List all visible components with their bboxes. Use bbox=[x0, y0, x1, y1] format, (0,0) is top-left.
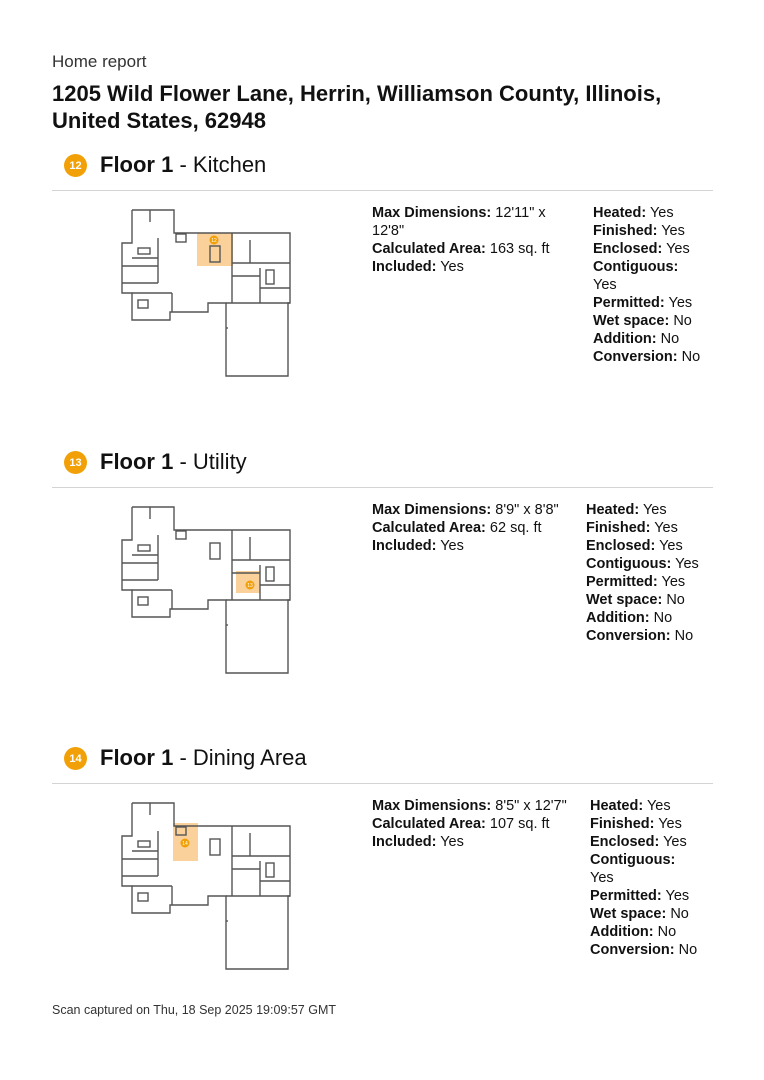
floor-label: Floor 1 bbox=[100, 152, 174, 177]
room-section-kitchen bbox=[52, 150, 713, 365]
attr-heated: Heated: Yes bbox=[590, 798, 671, 814]
report-header bbox=[52, 52, 732, 134]
room-measurements bbox=[372, 797, 568, 851]
attr-permitted: Permitted: Yes bbox=[586, 574, 686, 590]
floor-label: Floor 1 bbox=[100, 449, 174, 474]
room-section-utility bbox=[52, 447, 713, 644]
floor-label: Floor 1 bbox=[100, 745, 174, 770]
title-separator: - bbox=[173, 449, 193, 474]
room-name: Dining Area bbox=[192, 745, 307, 770]
attr-permitted: Permitted: Yes bbox=[590, 888, 690, 904]
scan-timestamp: Scan captured on Thu, 18 Sep 2025 19:09:57 GMT bbox=[52, 1003, 336, 1017]
room-attributes bbox=[590, 797, 702, 959]
room-measurements bbox=[372, 204, 568, 276]
room-measurements bbox=[372, 501, 568, 555]
section-heading bbox=[52, 150, 713, 186]
section-heading bbox=[52, 743, 713, 779]
attr-wet-space: Wet space: No bbox=[590, 906, 689, 922]
attr-contiguous: Contiguous: Yes bbox=[593, 259, 679, 293]
floor-plan-thumbnail bbox=[120, 208, 294, 378]
section-title bbox=[100, 449, 247, 475]
room-attributes bbox=[593, 204, 705, 366]
section-divider bbox=[52, 487, 713, 488]
floor-plan-thumbnail bbox=[120, 801, 294, 971]
section-divider bbox=[52, 783, 713, 784]
section-title bbox=[100, 745, 307, 771]
attr-conversion: Conversion: No bbox=[586, 628, 694, 644]
calculated-area: Calculated Area: 163 sq. ft bbox=[372, 241, 550, 257]
attr-contiguous: Contiguous: Yes bbox=[590, 852, 676, 886]
calculated-area: Calculated Area: 107 sq. ft bbox=[372, 816, 550, 832]
property-address: 1205 Wild Flower Lane, Herrin, Williamson County, Illinois, United States, 62948 bbox=[52, 81, 662, 133]
attr-heated: Heated: Yes bbox=[586, 502, 667, 518]
floor-plan-thumbnail bbox=[120, 505, 294, 675]
svg-text:12: 12 bbox=[211, 238, 217, 244]
attr-enclosed: Enclosed: Yes bbox=[586, 538, 683, 554]
attr-addition: Addition: No bbox=[586, 610, 673, 626]
attr-wet-space: Wet space: No bbox=[593, 313, 692, 329]
attr-finished: Finished: Yes bbox=[593, 223, 685, 239]
attr-contiguous: Contiguous: Yes bbox=[586, 556, 699, 572]
max-dimensions: Max Dimensions: 8'9" x 8'8" bbox=[372, 502, 559, 518]
room-section-dining-area bbox=[52, 743, 713, 958]
room-number-badge: 13 bbox=[64, 451, 87, 474]
max-dimensions: Max Dimensions: 12'11" x 12'8" bbox=[372, 205, 546, 239]
attr-addition: Addition: No bbox=[590, 924, 677, 940]
svg-text:13: 13 bbox=[247, 583, 253, 589]
svg-text:14: 14 bbox=[182, 841, 188, 847]
room-name: Utility bbox=[192, 449, 247, 474]
room-number-badge: 14 bbox=[64, 747, 87, 770]
attr-wet-space: Wet space: No bbox=[586, 592, 685, 608]
report-eyebrow: Home report bbox=[52, 52, 147, 71]
room-name: Kitchen bbox=[192, 152, 267, 177]
section-heading bbox=[52, 447, 713, 483]
attr-permitted: Permitted: Yes bbox=[593, 295, 693, 311]
attr-enclosed: Enclosed: Yes bbox=[590, 834, 687, 850]
included: Included: Yes bbox=[372, 538, 464, 554]
attr-finished: Finished: Yes bbox=[590, 816, 682, 832]
attr-finished: Finished: Yes bbox=[586, 520, 678, 536]
attr-enclosed: Enclosed: Yes bbox=[593, 241, 690, 257]
attr-heated: Heated: Yes bbox=[593, 205, 674, 221]
room-attributes bbox=[586, 501, 713, 645]
attr-addition: Addition: No bbox=[593, 331, 680, 347]
max-dimensions: Max Dimensions: 8'5" x 12'7" bbox=[372, 798, 567, 814]
attr-conversion: Conversion: No bbox=[593, 349, 701, 365]
room-number-badge: 12 bbox=[64, 154, 87, 177]
section-divider bbox=[52, 190, 713, 191]
title-separator: - bbox=[173, 745, 193, 770]
calculated-area: Calculated Area: 62 sq. ft bbox=[372, 520, 542, 536]
title-separator: - bbox=[173, 152, 193, 177]
included: Included: Yes bbox=[372, 834, 464, 850]
included: Included: Yes bbox=[372, 259, 464, 275]
attr-conversion: Conversion: No bbox=[590, 942, 698, 958]
section-title bbox=[100, 152, 266, 178]
